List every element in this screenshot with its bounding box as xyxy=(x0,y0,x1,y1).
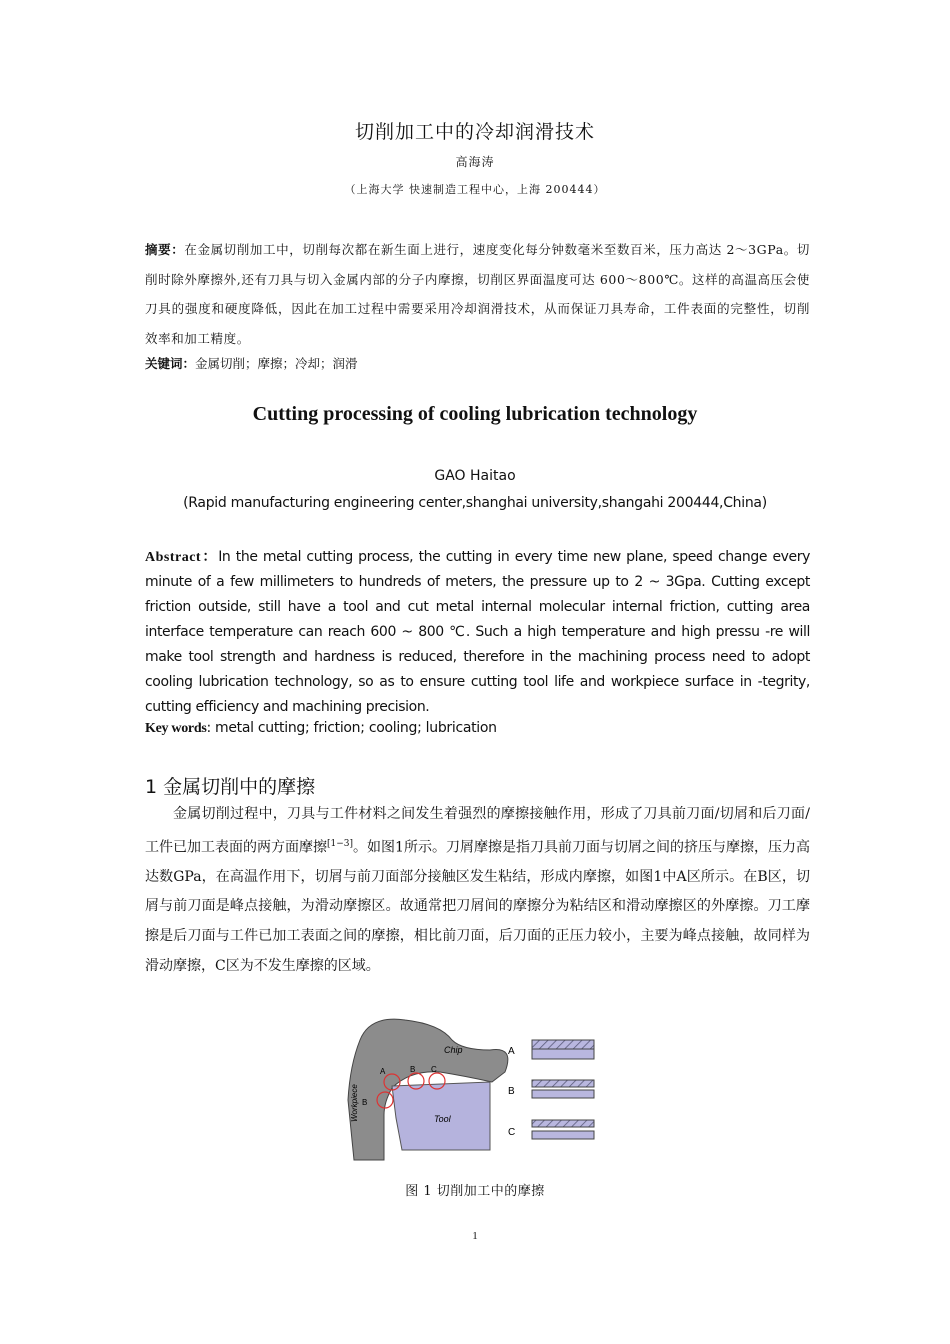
legend-a-swatch-base xyxy=(532,1049,594,1059)
page-number: 1 xyxy=(472,1230,478,1242)
label-a: A xyxy=(380,1067,386,1076)
section-heading: 1 金属切削中的摩擦 xyxy=(145,776,316,798)
section-paragraph xyxy=(145,800,810,981)
figure-1 xyxy=(340,1010,610,1170)
author-cn: 高海涛 xyxy=(455,155,495,169)
keywords-cn-text: 金属切削；摩擦；冷却；润滑 xyxy=(195,356,358,371)
keywords-cn xyxy=(145,349,810,378)
keywords-en-label: Key words xyxy=(145,721,207,736)
legend-c-swatch xyxy=(532,1120,594,1127)
figure-caption: 图 1 切削加工中的摩擦 xyxy=(405,1184,545,1199)
legend-a-label: A xyxy=(508,1046,515,1057)
title-en: Cutting processing of cooling lubrication technology xyxy=(252,403,698,425)
legend-b-swatch-base xyxy=(532,1090,594,1098)
abstract-en-text: In the metal cutting process, the cutting in every time new plane, speed change every minute of a few millimeters to hundreds of meters, the pressure up to 2 ~ 3Gpa. Cutting except friction outside, still have a tool and cut metal internal molecular internal friction, cutting area interface temperature can reach 600 ~ 800 ℃. Such a high temperature and high pressu -re will make tool strength and hardness is reduced, therefore in the machining process need to adopt cooling lubrication technology, so as to ensure cutting tool life and workpiece surface in -tegrity, cutting efficiency and machining precision. xyxy=(145,549,810,715)
affiliation-en: (Rapid manufacturing engineering center,shanghai university,shangahi 200444,China) xyxy=(183,495,767,511)
paragraph-text-b: 。如图1所示。刀屑摩擦是指刀具前刀面与切屑之间的挤压与摩擦，压力高达数GPa，在高温作用下，切屑与前刀面部分接触区发生粘结，形成内摩擦，如图1中A区所示。在B区，切屑与前刀面是峰点接触，为滑动摩擦区。故通常把刀屑间的摩擦分为粘结区和滑动摩擦区的外摩擦。刀工摩擦是后刀面与工件已加工表面之间的摩擦，相比前刀面，后刀面的正压力较小，主要为峰点接触，故同样为滑动摩擦，C区为不发生摩擦的区域。 xyxy=(145,839,811,974)
section-body xyxy=(145,800,810,981)
abstract-cn-label: 摘要： xyxy=(145,242,185,257)
legend-b-swatch xyxy=(532,1080,594,1087)
label-tool: Tool xyxy=(434,1114,451,1124)
legend-c-label: C xyxy=(508,1127,516,1138)
abstract-en xyxy=(145,545,810,720)
label-c: C xyxy=(431,1065,437,1074)
citation-ref: [1−3] xyxy=(327,838,354,849)
author-en: GAO Haitao xyxy=(434,468,516,484)
legend-a-swatch xyxy=(532,1040,594,1049)
label-b: B xyxy=(410,1065,416,1074)
abstract-cn-text: 在金属切削加工中，切削每次都在新生面上进行，速度变化每分钟数毫米至数百米，压力高达 2～3GPa。切削时除外摩擦外,还有刀具与切入金属内部的分子内摩擦，切削区界面温度可达 600～800℃。这样的高温高压会使刀具的强度和硬度降低，因此在加工过程中需要采用冷却润滑技术，从而保证刀具寿命，工件表面的完整性，切削效率和加工精度。 xyxy=(145,242,810,346)
paragraph-text-a: 金属切削过程中，刀具与工件材料之间发生着强烈的摩擦接触作用，形成了刀具前刀面/切屑和后刀面/工件已加工表面的两方面摩擦 xyxy=(145,806,810,856)
affiliation-cn: （上海大学 快速制造工程中心，上海 200444） xyxy=(344,183,606,196)
keywords-en xyxy=(145,720,810,737)
legend-b-label: B xyxy=(508,1086,515,1097)
keywords-cn-label: 关键词： xyxy=(145,356,196,371)
label-chip: Chip xyxy=(444,1045,463,1055)
keywords-en-text: : metal cutting; friction; cooling; lubrication xyxy=(206,720,497,736)
label-b-left: B xyxy=(362,1098,368,1107)
figure-legend xyxy=(508,1040,594,1139)
label-workpiece: Workpiece xyxy=(350,1084,359,1122)
legend-c-swatch-base xyxy=(532,1131,594,1139)
abstract-en-label: Abstract： xyxy=(145,550,219,565)
title-cn: 切削加工中的冷却润滑技术 xyxy=(354,121,595,143)
abstract-cn xyxy=(145,235,810,353)
